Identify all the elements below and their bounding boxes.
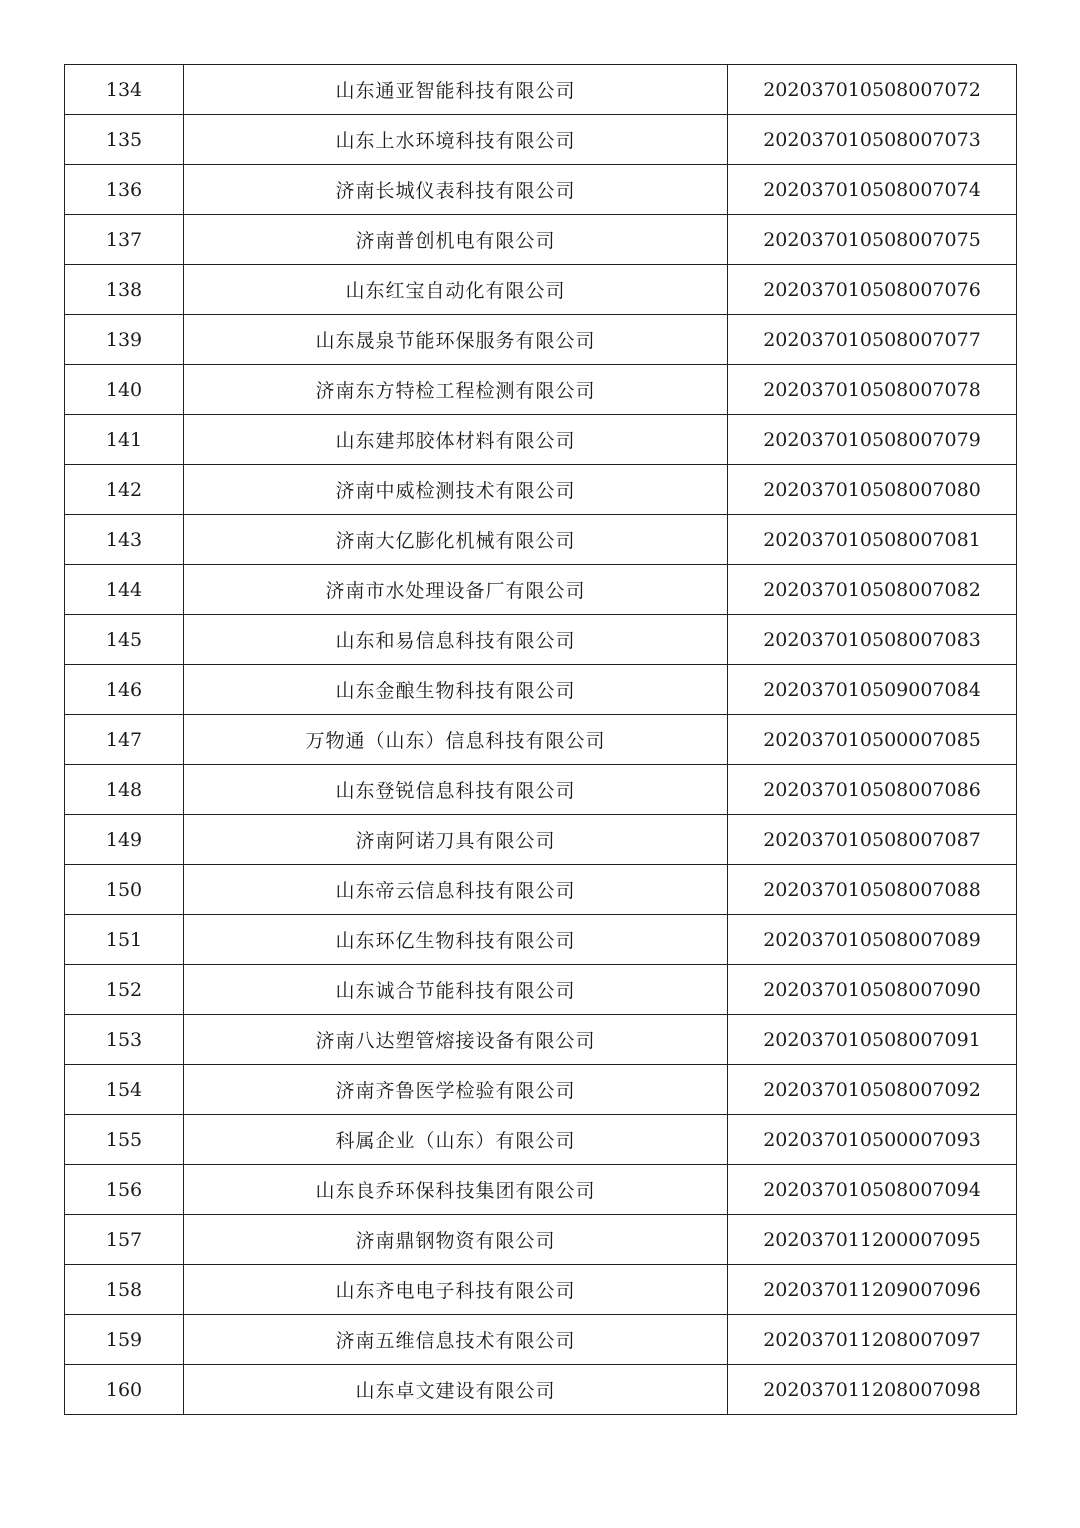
company-name-cell: 科属企业（山东）有限公司 bbox=[184, 1115, 728, 1165]
registration-code-cell: 202037010508007092 bbox=[728, 1065, 1017, 1115]
registration-code-cell: 202037010509007084 bbox=[728, 665, 1017, 715]
registration-code-cell: 202037011200007095 bbox=[728, 1215, 1017, 1265]
row-number-cell: 160 bbox=[65, 1365, 184, 1415]
company-name-cell: 山东登锐信息科技有限公司 bbox=[184, 765, 728, 815]
company-registry-table bbox=[64, 64, 1017, 1415]
registration-code-cell: 202037010508007088 bbox=[728, 865, 1017, 915]
row-number-cell: 136 bbox=[65, 165, 184, 215]
registration-code-cell: 202037010500007085 bbox=[728, 715, 1017, 765]
company-name-cell: 山东晟泉节能环保服务有限公司 bbox=[184, 315, 728, 365]
table-row bbox=[65, 165, 1017, 215]
company-name-cell: 万物通（山东）信息科技有限公司 bbox=[184, 715, 728, 765]
row-number-cell: 155 bbox=[65, 1115, 184, 1165]
table-row bbox=[65, 1215, 1017, 1265]
company-name-cell: 济南普创机电有限公司 bbox=[184, 215, 728, 265]
row-number-cell: 147 bbox=[65, 715, 184, 765]
row-number-cell: 154 bbox=[65, 1065, 184, 1115]
registration-code-cell: 202037010508007079 bbox=[728, 415, 1017, 465]
company-name-cell: 山东建邦胶体材料有限公司 bbox=[184, 415, 728, 465]
company-name-cell: 山东卓文建设有限公司 bbox=[184, 1365, 728, 1415]
table-row bbox=[65, 1115, 1017, 1165]
row-number-cell: 146 bbox=[65, 665, 184, 715]
company-name-cell: 山东帝云信息科技有限公司 bbox=[184, 865, 728, 915]
row-number-cell: 156 bbox=[65, 1165, 184, 1215]
registration-code-cell: 202037011208007098 bbox=[728, 1365, 1017, 1415]
registration-code-cell: 202037011208007097 bbox=[728, 1315, 1017, 1365]
company-name-cell: 济南八达塑管熔接设备有限公司 bbox=[184, 1015, 728, 1065]
company-name-cell: 山东环亿生物科技有限公司 bbox=[184, 915, 728, 965]
registration-code-cell: 202037010508007087 bbox=[728, 815, 1017, 865]
company-name-cell: 山东良乔环保科技集团有限公司 bbox=[184, 1165, 728, 1215]
table-row bbox=[65, 665, 1017, 715]
registry-table-container bbox=[64, 64, 1015, 1415]
registration-code-cell: 202037010508007081 bbox=[728, 515, 1017, 565]
table-row bbox=[65, 865, 1017, 915]
table-row bbox=[65, 315, 1017, 365]
registration-code-cell: 202037010508007082 bbox=[728, 565, 1017, 615]
row-number-cell: 143 bbox=[65, 515, 184, 565]
row-number-cell: 159 bbox=[65, 1315, 184, 1365]
company-name-cell: 山东通亚智能科技有限公司 bbox=[184, 65, 728, 115]
table-row bbox=[65, 1315, 1017, 1365]
company-name-cell: 济南长城仪表科技有限公司 bbox=[184, 165, 728, 215]
registration-code-cell: 202037010508007091 bbox=[728, 1015, 1017, 1065]
table-row bbox=[65, 215, 1017, 265]
company-name-cell: 山东诚合节能科技有限公司 bbox=[184, 965, 728, 1015]
table-row bbox=[65, 1015, 1017, 1065]
registration-code-cell: 202037010508007072 bbox=[728, 65, 1017, 115]
company-name-cell: 济南大亿膨化机械有限公司 bbox=[184, 515, 728, 565]
table-row bbox=[65, 915, 1017, 965]
registration-code-cell: 202037010508007078 bbox=[728, 365, 1017, 415]
company-name-cell: 济南齐鲁医学检验有限公司 bbox=[184, 1065, 728, 1115]
row-number-cell: 151 bbox=[65, 915, 184, 965]
row-number-cell: 148 bbox=[65, 765, 184, 815]
company-name-cell: 济南鼎钢物资有限公司 bbox=[184, 1215, 728, 1265]
row-number-cell: 145 bbox=[65, 615, 184, 665]
row-number-cell: 140 bbox=[65, 365, 184, 415]
table-row bbox=[65, 365, 1017, 415]
registration-code-cell: 202037011209007096 bbox=[728, 1265, 1017, 1315]
company-name-cell: 山东红宝自动化有限公司 bbox=[184, 265, 728, 315]
row-number-cell: 157 bbox=[65, 1215, 184, 1265]
row-number-cell: 137 bbox=[65, 215, 184, 265]
table-row bbox=[65, 965, 1017, 1015]
row-number-cell: 150 bbox=[65, 865, 184, 915]
registration-code-cell: 202037010508007083 bbox=[728, 615, 1017, 665]
registration-code-cell: 202037010500007093 bbox=[728, 1115, 1017, 1165]
table-row bbox=[65, 515, 1017, 565]
registration-code-cell: 202037010508007094 bbox=[728, 1165, 1017, 1215]
table-row bbox=[65, 115, 1017, 165]
row-number-cell: 152 bbox=[65, 965, 184, 1015]
row-number-cell: 149 bbox=[65, 815, 184, 865]
table-row bbox=[65, 65, 1017, 115]
table-row bbox=[65, 765, 1017, 815]
table-row bbox=[65, 1265, 1017, 1315]
row-number-cell: 153 bbox=[65, 1015, 184, 1065]
registration-code-cell: 202037010508007076 bbox=[728, 265, 1017, 315]
registration-code-cell: 202037010508007074 bbox=[728, 165, 1017, 215]
company-name-cell: 济南中威检测技术有限公司 bbox=[184, 465, 728, 515]
row-number-cell: 158 bbox=[65, 1265, 184, 1315]
company-name-cell: 济南阿诺刀具有限公司 bbox=[184, 815, 728, 865]
company-name-cell: 济南东方特检工程检测有限公司 bbox=[184, 365, 728, 415]
company-name-cell: 山东上水环境科技有限公司 bbox=[184, 115, 728, 165]
registration-code-cell: 202037010508007073 bbox=[728, 115, 1017, 165]
row-number-cell: 135 bbox=[65, 115, 184, 165]
table-row bbox=[65, 415, 1017, 465]
table-row bbox=[65, 815, 1017, 865]
registration-code-cell: 202037010508007075 bbox=[728, 215, 1017, 265]
row-number-cell: 138 bbox=[65, 265, 184, 315]
company-name-cell: 山东和易信息科技有限公司 bbox=[184, 615, 728, 665]
company-name-cell: 山东齐电电子科技有限公司 bbox=[184, 1265, 728, 1315]
company-name-cell: 济南五维信息技术有限公司 bbox=[184, 1315, 728, 1365]
row-number-cell: 141 bbox=[65, 415, 184, 465]
table-row bbox=[65, 465, 1017, 515]
registration-code-cell: 202037010508007080 bbox=[728, 465, 1017, 515]
table-row bbox=[65, 1165, 1017, 1215]
registration-code-cell: 202037010508007089 bbox=[728, 915, 1017, 965]
table-row bbox=[65, 1065, 1017, 1115]
table-row bbox=[65, 565, 1017, 615]
table-row bbox=[65, 1365, 1017, 1415]
row-number-cell: 142 bbox=[65, 465, 184, 515]
company-name-cell: 山东金酿生物科技有限公司 bbox=[184, 665, 728, 715]
company-name-cell: 济南市水处理设备厂有限公司 bbox=[184, 565, 728, 615]
registration-code-cell: 202037010508007086 bbox=[728, 765, 1017, 815]
table-row bbox=[65, 615, 1017, 665]
row-number-cell: 144 bbox=[65, 565, 184, 615]
row-number-cell: 134 bbox=[65, 65, 184, 115]
table-row bbox=[65, 715, 1017, 765]
table-body bbox=[65, 65, 1017, 1415]
registration-code-cell: 202037010508007090 bbox=[728, 965, 1017, 1015]
row-number-cell: 139 bbox=[65, 315, 184, 365]
table-row bbox=[65, 265, 1017, 315]
registration-code-cell: 202037010508007077 bbox=[728, 315, 1017, 365]
